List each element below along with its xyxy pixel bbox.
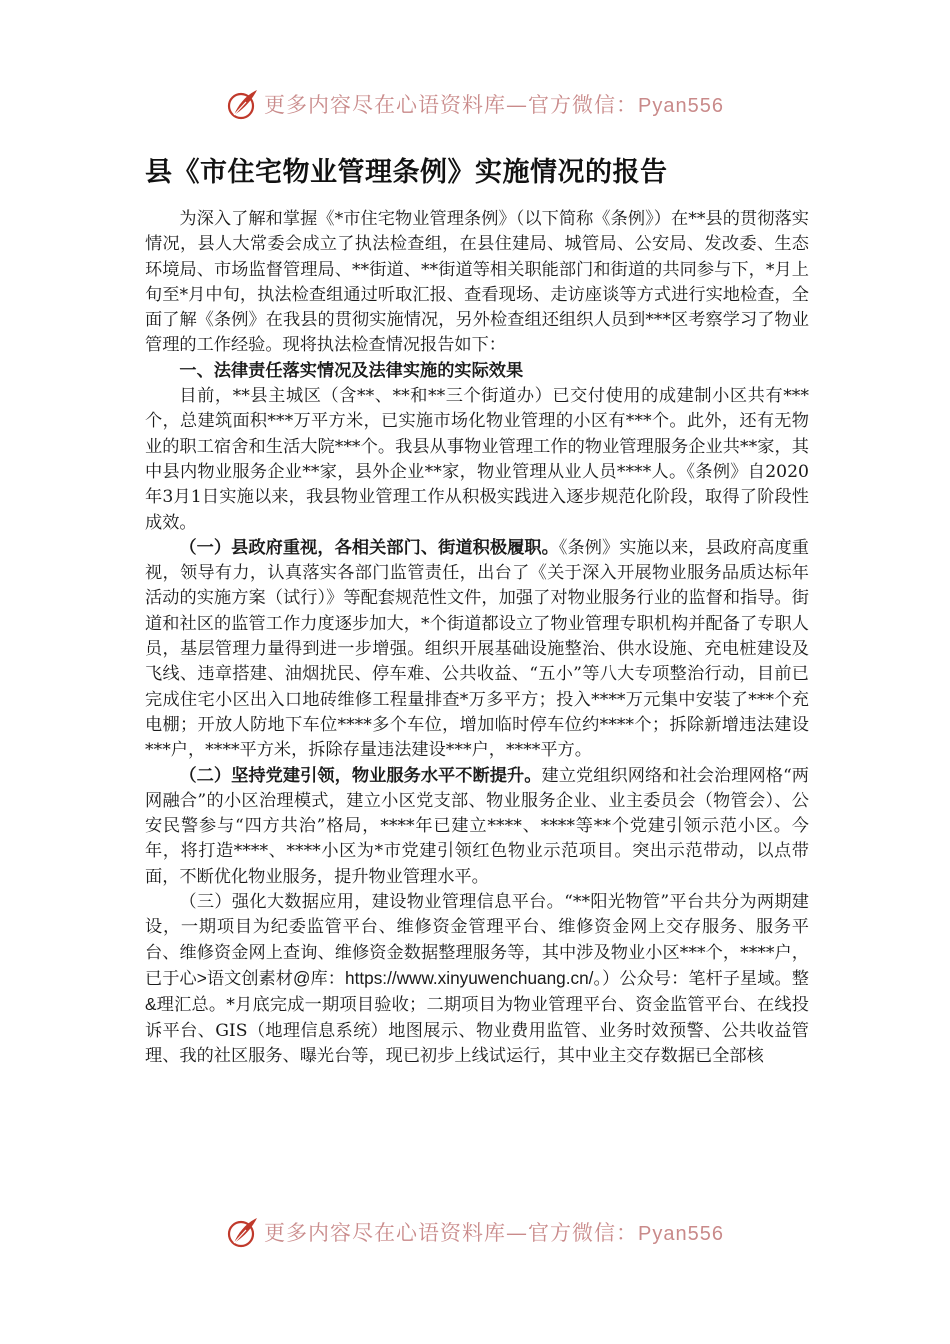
subsection-2-paragraph — [145, 764, 809, 890]
feather-pen-logo-icon — [226, 1215, 260, 1249]
subsection-2-body: 建立党组织网络和社会治理网格“两网融合”的小区治理模式，建立小区党支部、物业服务企业、业主委员会（物管会）、公安民警参与“四方共治”格局，****年已建立****、****等**个党建引领示范小区。今年，将打造****、****小区为*市党建引领红色物业示范项目。突出示范带动，以点带面，不断优化物业服务，提升物业管理水平。 — [145, 765, 809, 887]
header-banner — [0, 84, 950, 124]
subsection-2-heading: （二）坚持党建引领，物业服务水平不断提升。 — [179, 765, 542, 786]
intro-paragraph: 为深入了解和掌握《*市住宅物业管理条例》（以下简称《条例》）在**县的贯彻落实情况，县人大常委会成立了执法检查组，在县住建局、城管局、公安局、发改委、生态环境局、市场监督管理局、**街道、**街道等相关职能部门和街道的共同参与下，*月上旬至*月中旬，执法检查组通过听取汇报、查看现场、走访座谈等方式进行实地检查，全面了解《条例》在我县的贯彻实施情况，另外检查组还组织人员到***区考察学习了物业管理的工作经验。现将执法检查情况报告如下： — [145, 209, 809, 356]
subsection-3-paragraph — [145, 890, 809, 1069]
document-body — [145, 207, 809, 1069]
watermark-inline-text: 于心>语文创素材@库：https://www.xinyuwenchuang.cn/。）公众号：笔杆子星域。整&理汇总。 — [145, 967, 809, 1015]
subsection-1-body: 《条例》实施以来，县政府高度重视，领导有力，认真落实各部门监管责任，出台了《关于深入开展物业服务品质达标年活动的实施方案（试行）》等配套规范性文件，加强了对物业服务行业的监督和指导。街道和社区的监管工作力度逐步加大，*个街道都设立了物业管理专职机构并配备了专职人员，基层管理力量得到进一步增强。组织开展基础设施整治、供水设施、充电桩建设及飞线、违章搭建、油烟扰民、停车难、公共收益、“五小”等八大专项整治行动，目前已完成住宅小区出入口地砖维修工程量排查*万多平方；投入****万元集中安装了***个充电棚；开放人防地下车位****多个车位，增加临时停车位约****个；拆除新增违法建设***户，****平方米，拆除存量违法建设***户，****平方。 — [145, 537, 809, 761]
header-banner-text: 更多内容尽在心语资料库—官方微信：Pyan556 — [264, 93, 724, 117]
subsection-3-text-a: （三）强化大数据应用，建设物业管理信息平台。“**阳光物管”平台共分为两期建设，一期项目为纪委监管平台、维修资金管理平台、维修资金网上交存服务、服务平台、维修资金网上查询、维修资金数据整理服务等，其中涉及物业小区***个，****户，已 — [145, 892, 809, 989]
subsection-1-heading: （一）县政府重视，各相关部门、街道积极履职。 — [179, 537, 559, 558]
subsection-1-paragraph — [145, 536, 809, 764]
footer-banner-text: 更多内容尽在心语资料库—官方微信：Pyan556 — [264, 1221, 724, 1245]
section-1-paragraph: 目前，**县主城区（含**、**和**三个街道办）已交付使用的成建制小区共有***个，总建筑面积***万平方米，已实施市场化物业管理的小区有***个。此外，还有无物业的职工宿舍和生活大院***个。我县从事物业管理工作的物业管理服务企业共**家，其中县内物业服务企业**家，县外企业**家，物业管理从业人员****人。《条例》自2020年3月1日实施以来，我县物业管理工作从积极实践进入逐步规范化阶段，取得了阶段性成效。 — [145, 386, 809, 533]
section-1-heading: 一、法律责任落实情况及法律实施的实际效果 — [179, 360, 524, 381]
subsection-3-text-b: *月底完成一期项目验收；二期项目为物业管理平台、资金监管平台、在线投诉平台、GIS（地理信息系统）地图展示、物业费用监管、业务时效预警、公共收益管理、我的社区服务、曝光台等，现已初步上线试运行，其中业主交存数据已全部核 — [145, 995, 809, 1066]
document-title: 县《市住宅物业管理条例》实施情况的报告 — [145, 157, 668, 188]
feather-pen-logo-icon — [226, 87, 260, 121]
footer-banner — [0, 1212, 950, 1252]
